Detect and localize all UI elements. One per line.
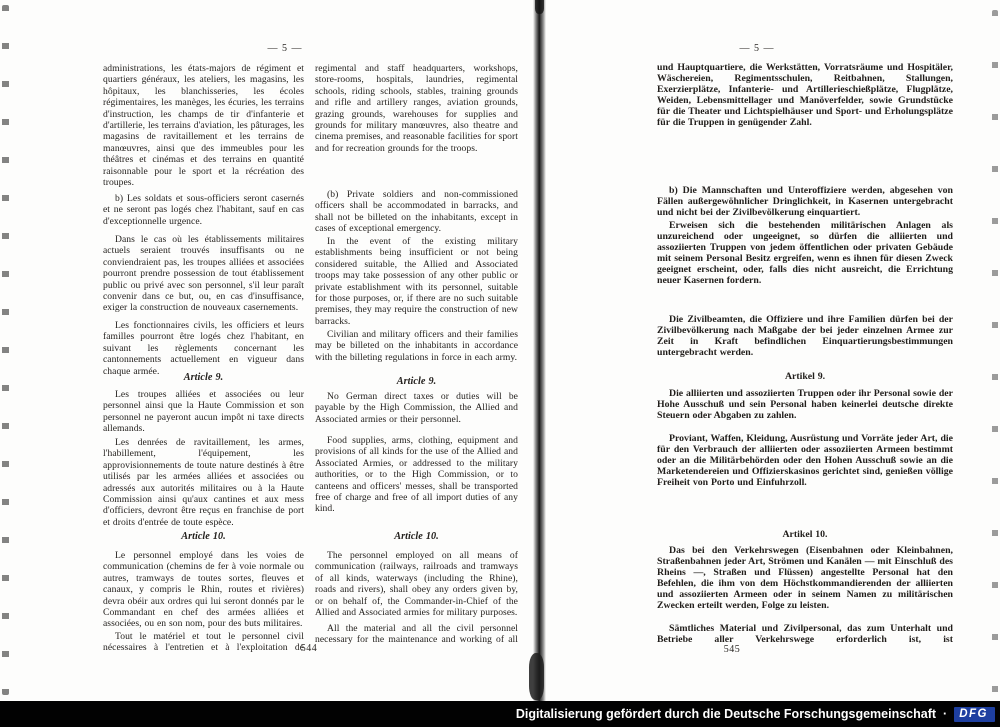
french-column [103, 0, 304, 701]
french-article-10-heading: Article 10. [181, 531, 226, 542]
gutter-shadow-bottom [529, 653, 544, 700]
german-paragraph-material: Sämtliches Material und Zivilpersonal, das zum Unterhalt und Betriebe aller Verkehrswege erforderlich ist, ist [657, 623, 953, 645]
german-paragraph-b: b) Die Mannschaften und Unteroffiziere werden, abgesehen von Fällen außergewöhnlicher Dringlichkeit, in Kasernen untergebracht und nicht bei der Zivilbevölkerung einquartiert. [657, 185, 953, 218]
german-column [657, 0, 953, 701]
english-paragraph-communications: The personnel employed on all means of communication (railways, railroads and tramways of all kinds, waterways (including the Rhine), roads and rivers), shall obey any orders given by, or on behalf of, the Commander-in-Chief of the Allied and Associated armies for military purposes. [315, 550, 518, 619]
book-gutter-shadow [533, 0, 546, 701]
german-paragraph-supplies: Proviant, Waffen, Kleidung, Ausrüstung und Vorräte jeder Art, die für den Verbrauch der alliierten oder assoziierten Armeen bestimmt oder an die Militärbehörden oder den Hohen Ausschuß sowie an die Marketendereien und Offizierskasinos gerichtet sind, genießen völlige Freiheit von Porto und Einfuhrzoll. [657, 433, 953, 488]
left-page-number-top: — 5 — [267, 43, 303, 54]
right-page-number-top: — 5 — [739, 43, 775, 54]
english-paragraph-material: All the material and all the civil personnel necessary for the maintenance and working of all [315, 623, 518, 646]
german-artikel-9-heading: Artikel 9. [784, 371, 826, 382]
german-artikel-10-heading: Artikel 10. [782, 529, 828, 540]
english-paragraph-officers: Civilian and military officers and their families may be billeted on the inhabitants in accordance with the billeting regulations in force in each army. [315, 329, 518, 363]
english-paragraph-continuation: regimental and staff headquarters, workshops, store-rooms, hospitals, laundries, regimental schools, riding schools, stables, training grounds and rifle and artillery ranges, aviation grounds, grazing grounds, warehouses for supplies and grounds for military manœuvres, also theatre and cinema premises, and reasonable facilities for sport and for recreation grounds for the troops. [315, 63, 518, 154]
digitization-credit-bar [0, 701, 1000, 727]
dfg-logo: DFG [954, 707, 995, 722]
french-paragraph-continuation: administrations, les états-majors de régiment et quartiers généraux, les ateliers, les magasins, les hôpitaux, les blanchisseries, les écoles régimentaires, les manèges, les écuries, les terrains d'instruction, les champs de tir d'infanterie et d'artillerie, les terrains d'aviation, les pâturages, les magasins de ravitaillement et les terrains de manœuvres, ainsi que des immeubles pour les théâtres et cinémas et des terrains en quantité raisonnable pour le sport et la récréation des troupes. [103, 63, 304, 189]
german-paragraph-establishments: Erweisen sich die bestehenden militärischen Anlagen als unzureichend oder ungeeignet, so dürfen die alliierten und assoziierten Truppen von jedem öffentlichen oder privaten Gebäude mit seinem Personal Besitz ergreifen, wenn es ihnen für diesen Zweck geeignet erscheint, oder, falls dies nicht ausreicht, die Errichtung neuer Kasernen fordern. [657, 220, 953, 286]
scan-edge-artifacts-left [2, 5, 9, 695]
credit-text: Digitalisierung gefördert durch die Deutsche Forschungsgemeinschaft [515, 707, 937, 721]
credit-separator: · [943, 707, 948, 721]
french-paragraph-material: Tout le matériel et tout le personnel civil nécessaires à l'entretien et à l'exploitation de [103, 631, 304, 654]
french-article-9-heading: Article 9. [183, 372, 224, 383]
french-paragraph-establishments: Dans le cas où les établissements militaires actuels seraient trouvés insuffisants ou ne conviendraient pas, les troupes alliées et associées pourront prendre possession de tout établissement public ou privé avec son personnel, s'il leur paraît convenir dans ce but, ou, en cas d'insuffisance, exiger la construction de nouveaux casernements. [103, 234, 304, 314]
english-column [315, 0, 518, 701]
left-page-number-bottom: 544 [300, 643, 318, 654]
english-paragraph-taxes: No German direct taxes or duties will be payable by the High Commission, the Allied and Associated armies or their personnel. [315, 391, 518, 425]
english-paragraph-b: (b) Private soldiers and non-commissioned officers shall be accommodated in barracks, and shall not be billeted on the inhabitants, except in cases of exceptional emergency. [315, 189, 518, 235]
french-paragraph-taxes: Les troupes alliées et associées ou leur personnel ainsi que la Haute Commission et son personnel ne payeront aucun impôt ni taxe directs allemands. [103, 389, 304, 435]
english-paragraph-supplies: Food supplies, arms, clothing, equipment and provisions of all kinds for the use of the Allied and Associated Armies, or addressed to the military authorities, or to the High Commission, or to canteens and officers' messes, shall be transported free of charge and free of all import duties of any kind. [315, 435, 518, 515]
english-paragraph-establishments: In the event of the existing military establishments being insufficient or not being considered suitable, the Allied and Associated troops may take possession of any other public or private establishment with its personnel, suitable for those purposes, or, if there are no such suitable premises, they may require the construction of new barracks. [315, 236, 518, 327]
scan-edge-artifacts-right [992, 10, 998, 695]
english-article-9-heading: Article 9. [396, 376, 437, 387]
french-paragraph-supplies: Les denrées de ravitaillement, les armes, l'habillement, l'équipement, les approvisionnements de toute nature destinés à être utilisés par les armées alliées et associées ou adressés aux autorités militaires ou à la Haute Commission ainsi qu'aux cantines et aux mess d'officiers, devront être reçus en franchise de port et droits d'entrée de toute espèce. [103, 437, 304, 528]
german-paragraph-continuation: und Hauptquartiere, die Werkstätten, Vorratsräume und Hospitäler, Wäschereien, Regimentsschulen, Reitbahnen, Stallungen, Exerzierplätze, Infanterie- und Artillerieschießplätze, Flugplätze, Weiden, Lebensmittellager und Manöverfelder, sowie Grundstücke für die Theater und Lichtspielhäuser und Sport- und Erholungsplätze für die Truppen in genügender Zahl. [657, 62, 953, 128]
french-paragraph-b: b) Les soldats et sous-officiers seront casernés et ne seront pas logés chez l'habitant, sauf en cas d'exceptionnelle urgence. [103, 193, 304, 227]
german-paragraph-taxes: Die alliierten und assoziierten Truppen oder ihr Personal sowie der Hohe Ausschuß und sein Personal haben keinerlei deutsche direkte Steuern oder Abgaben zu zahlen. [657, 388, 953, 421]
french-paragraph-officials: Les fonctionnaires civils, les officiers et leurs familles pourront être logés chez l'habitant, en suivant les règlements concernant les cantonnements actuellement en vigueur dans chaque armée. [103, 320, 304, 377]
german-paragraph-officials: Die Zivilbeamten, die Offiziere und ihre Familien dürfen bei der Zivilbevölkerung nach Maßgabe der bei jeder einzelnen Armee zur Zeit in Kraft befindlichen Einquartierungsbestimmungen untergebracht werden. [657, 314, 953, 358]
german-paragraph-communications: Das bei den Verkehrswegen (Eisenbahnen oder Kleinbahnen, Straßenbahnen jeder Art, Strömen und Kanälen — mit Einschluß des Rheins —, Straßen und Flüssen) angestellte Personal hat den Befehlen, die ihm von dem Höchstkommandierenden der alliierten und assoziierten Armeen oder in seinem Namen zu militärischen Zwecken erteilt werden, Folge zu leisten. [657, 545, 953, 611]
gutter-shadow-top [535, 0, 544, 14]
french-paragraph-communications: Le personnel employé dans les voies de communication (chemins de fer à voie normale ou autres, tramways de toutes sortes, fleuves et canaux, y compris le Rhin, routes et rivières) devra obéir aux ordres qui lui seront donnés par le Commandant en chef des armées alliées et associées, ou en son nom, pour des buts militaires. [103, 550, 304, 630]
right-page-number-bottom: 545 [723, 644, 741, 655]
english-article-10-heading: Article 10. [394, 531, 439, 542]
